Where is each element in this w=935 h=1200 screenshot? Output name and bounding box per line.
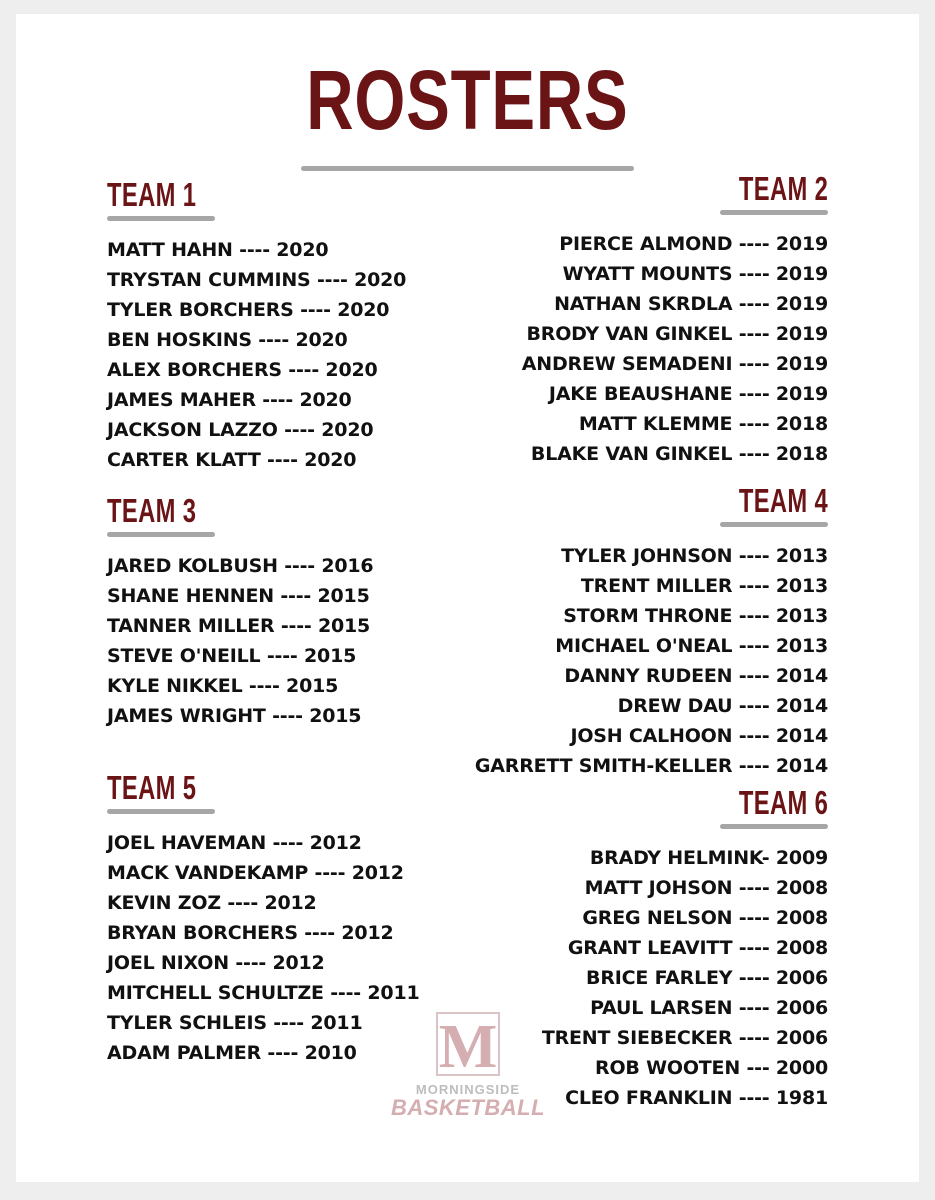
player-row: JAMES WRIGHT ---- 2015 [107,705,362,727]
player-row: PIERCE ALMOND ---- 2019 [559,233,828,255]
team-3-player-list [107,551,373,731]
team-2-heading: TEAM 2 [738,170,828,207]
player-row: JARED KOLBUSH ---- 2016 [107,555,374,577]
player-row: DREW DAU ---- 2014 [617,695,828,717]
player-row: MATT HAHN ---- 2020 [107,239,329,261]
player-row: GREG NELSON ---- 2008 [582,907,828,929]
player-row: BRADY HELMINK- 2009 [589,847,828,869]
logo-line-2: BASKETBALL [390,1095,546,1120]
player-row: STORM THRONE ---- 2013 [563,605,828,627]
team-4-heading: TEAM 4 [738,482,828,519]
team-4-player-list [475,541,828,781]
morningside-logo [388,1012,548,1124]
player-row: MACK VANDEKAMP ---- 2012 [107,862,404,884]
player-row: GRANT LEAVITT ---- 2008 [567,937,828,959]
team-2-player-list [522,229,828,469]
title-underline [301,166,634,171]
player-row: PAUL LARSEN ---- 2006 [590,997,828,1019]
page-title: ROSTERS [306,53,629,147]
team-1-underline [107,216,215,221]
player-row: TYLER JOHNSON ---- 2013 [561,545,828,567]
player-row: BLAKE VAN GINKEL ---- 2018 [530,443,828,465]
player-row: TRENT SIEBECKER ---- 2006 [541,1027,828,1049]
team-5-block [107,771,419,1068]
player-row: STEVE O'NEILL ---- 2015 [107,645,357,667]
player-row: BRODY VAN GINKEL ---- 2019 [526,323,828,345]
player-row: ANDREW SEMADENI ---- 2019 [521,353,828,375]
player-row: TRYSTAN CUMMINS ---- 2020 [107,269,407,291]
team-6-player-list [542,843,828,1113]
player-row: GARRETT SMITH-KELLER ---- 2014 [474,755,828,777]
player-row: DANNY RUDEEN ---- 2014 [564,665,828,687]
player-row: CLEO FRANKLIN ---- 1981 [565,1087,828,1109]
player-row: NATHAN SKRDLA ---- 2019 [554,293,828,315]
player-row: TYLER BORCHERS ---- 2020 [107,299,390,321]
player-row: SHANE HENNEN ---- 2015 [107,585,370,607]
player-row: JAKE BEAUSHANE ---- 2019 [548,383,828,405]
team-6-heading: TEAM 6 [738,784,828,821]
player-row: BEN HOSKINS ---- 2020 [107,329,348,351]
m-logo-icon [436,1012,500,1076]
player-row: MATT KLEMME ---- 2018 [578,413,828,435]
team-1-block [107,178,406,475]
player-row: BRICE FARLEY ---- 2006 [586,967,828,989]
logo-mark: M [438,1013,498,1076]
player-row: KYLE NIKKEL ---- 2015 [107,675,339,697]
player-row: TYLER SCHLEIS ---- 2011 [107,1012,363,1034]
player-row: MATT JOHSON ---- 2008 [584,877,828,899]
player-row: ROB WOOTEN --- 2000 [595,1057,828,1079]
player-row: WYATT MOUNTS ---- 2019 [562,263,828,285]
team-3-underline [107,532,215,537]
team-2-underline [720,210,828,215]
player-row: KEVIN ZOZ ---- 2012 [107,892,317,914]
team-5-heading: TEAM 5 [107,769,197,806]
player-row: ADAM PALMER ---- 2010 [107,1042,357,1064]
team-2-block [522,172,828,469]
team-3-block [107,494,373,731]
team-1-heading: TEAM 1 [107,176,197,213]
player-row: CARTER KLATT ---- 2020 [107,449,357,471]
player-row: ALEX BORCHERS ---- 2020 [107,359,378,381]
team-5-underline [107,809,215,814]
team-4-underline [720,522,828,527]
player-row: MITCHELL SCHULTZE ---- 2011 [107,982,420,1004]
logo-line-1: MORNINGSIDE [415,1082,521,1097]
team-4-block [475,484,828,781]
player-row: JACKSON LAZZO ---- 2020 [107,419,374,441]
team-1-player-list [107,235,406,475]
player-row: JOSH CALHOON ---- 2014 [570,725,828,747]
player-row: TANNER MILLER ---- 2015 [107,615,371,637]
player-row: JAMES MAHER ---- 2020 [107,389,352,411]
player-row: MICHAEL O'NEAL ---- 2013 [555,635,828,657]
team-5-player-list [107,828,419,1068]
player-row: JOEL HAVEMAN ---- 2012 [107,832,362,854]
player-row: TRENT MILLER ---- 2013 [580,575,828,597]
player-row: JOEL NIXON ---- 2012 [107,952,325,974]
team-6-underline [720,824,828,829]
player-row: BRYAN BORCHERS ---- 2012 [107,922,394,944]
team-3-heading: TEAM 3 [107,492,197,529]
team-6-block [542,786,828,1113]
